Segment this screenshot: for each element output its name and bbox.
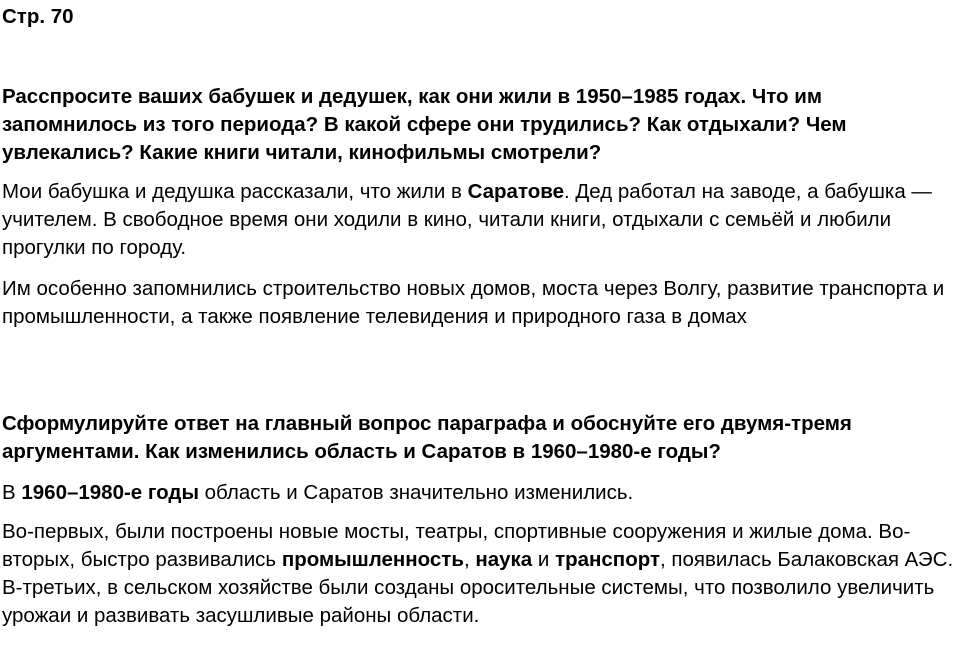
answer-highlight-industry: промышленность [281, 548, 464, 571]
answer-highlight-science: наука [475, 548, 533, 571]
task1-answer-paragraph-1 [2, 178, 957, 262]
answer-text: и [532, 548, 556, 571]
page-number: Стр. 70 [2, 5, 74, 28]
answer-text: , появилась Балаковская АЭС. В-третьих, в сельском хозяйстве были созданы оросительные системы, что позволило увеличить урожаи и развивать засушливые районы области. [2, 548, 954, 627]
answer-text: область и Саратов значительно изменились. [198, 481, 634, 504]
answer-text: В [2, 481, 22, 504]
task2-question: Сформулируйте ответ на главный вопрос параграфа и обоснуйте его двумя-тремя аргументами. Как изменились область и Саратов в 1960–1980-е годы? [2, 412, 852, 463]
answer-highlight-saratov: Саратове [467, 180, 564, 203]
answer-text: , [463, 548, 476, 571]
answer-highlight-years: 1960–1980-е годы [21, 481, 199, 504]
task1-question: Расспросите ваших бабушек и дедушек, как они жили в 1950–1985 годах. Что им запомнилось из того периода? В какой сфере они трудились? Как отдыхали? Чем увлекались? Какие книги читали, кинофильмы смотрели? [2, 85, 847, 164]
answer-text: Мои бабушка и дедушка рассказали, что жили в [2, 180, 468, 203]
task2-answer-paragraph-1 [2, 479, 957, 507]
task2-answer-paragraph-2 [2, 518, 957, 630]
answer-text: Во-первых, были построены новые мосты, театры, спортивные сооружения и жилые дома. Во-вторых, быстро развивались [2, 520, 911, 571]
task1-answer-paragraph-2: Им особенно запомнились строительство новых домов, моста через Волгу, развитие транспорта и промышленности, а также появление телевидения и природного газа в домах [2, 277, 945, 328]
answer-highlight-transport: транспорт [555, 548, 661, 571]
answer-text: . Дед работал на заводе, а бабушка — учителем. В свободное время они ходили в кино, читали книги, отдыхали с семьёй и любили прогулки по городу. [2, 180, 932, 259]
